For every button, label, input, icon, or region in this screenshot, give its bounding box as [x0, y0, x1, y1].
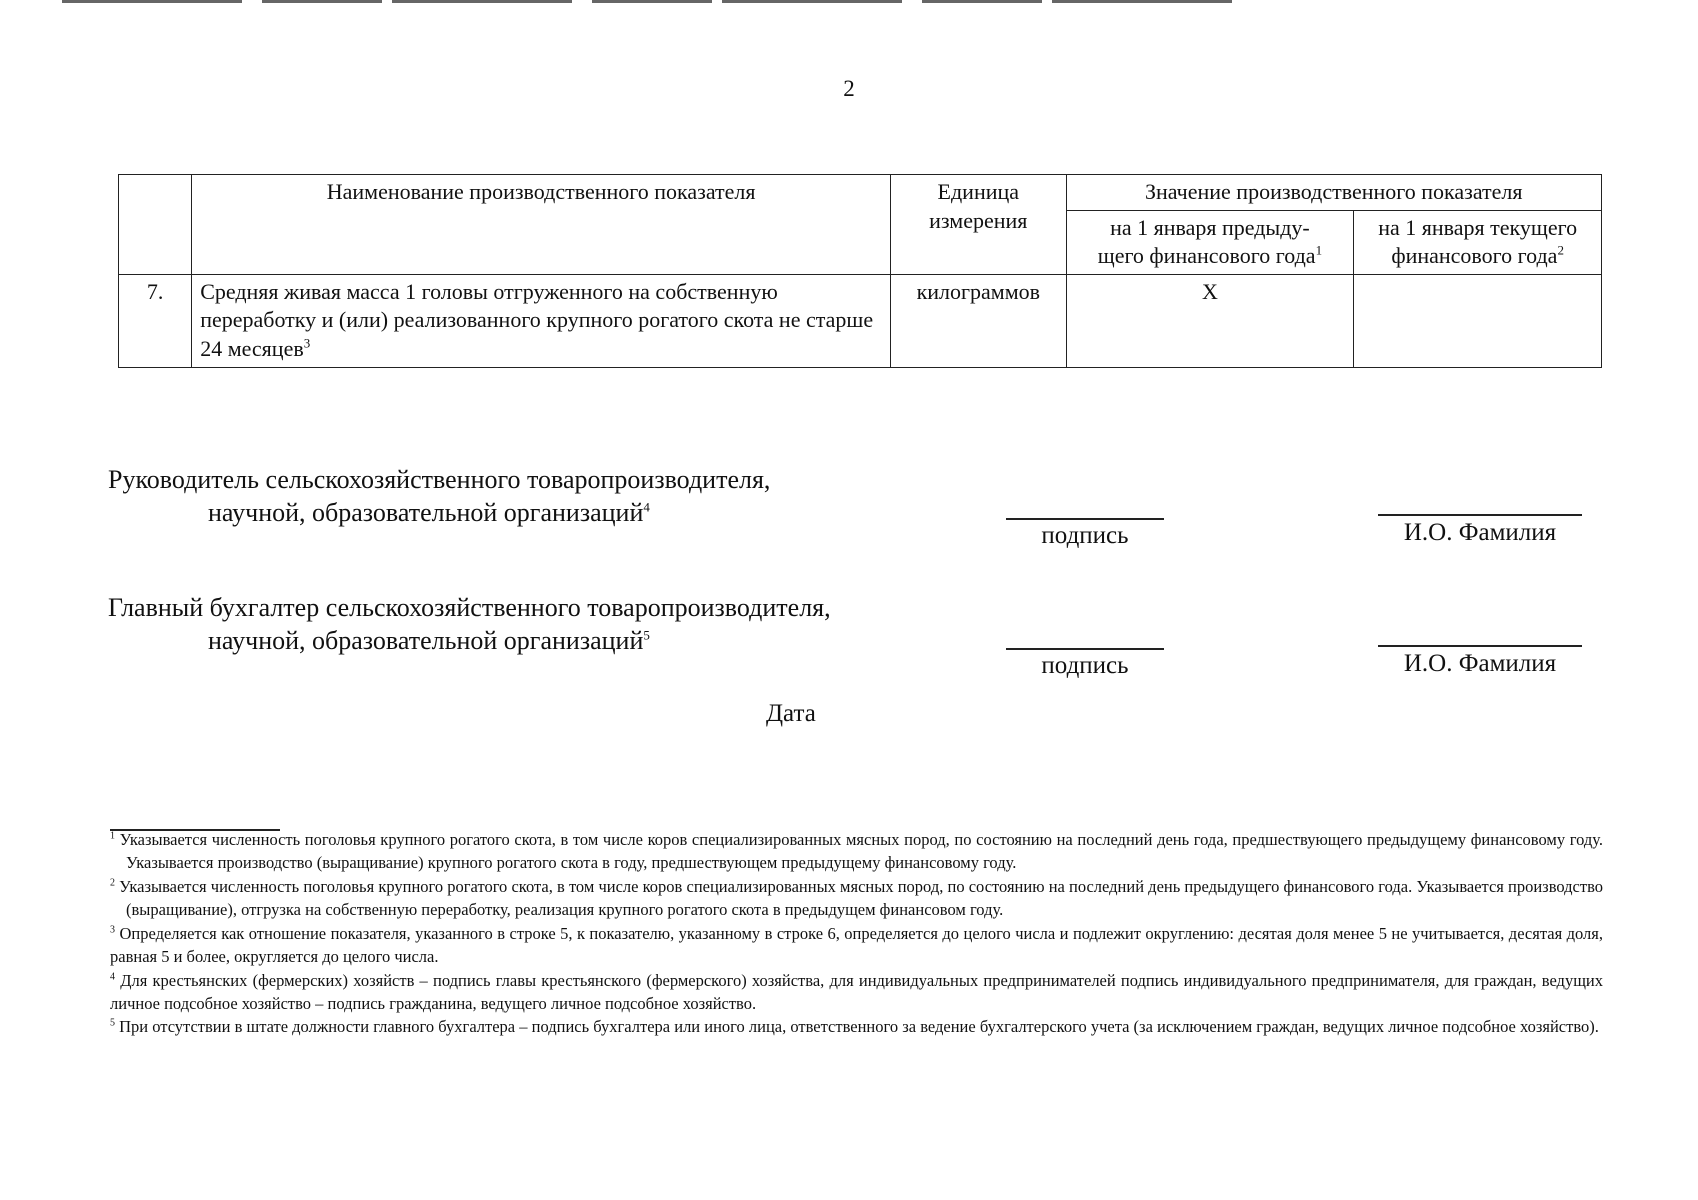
header-number-cell [119, 175, 192, 275]
date-label: Дата [766, 700, 816, 727]
head-title-line2: научной, образовательной организаций [208, 497, 644, 527]
footnote-1 [110, 828, 1603, 875]
accountant-name-line [1378, 645, 1582, 647]
head-name-caption: И.О. Фамилия [1403, 519, 1557, 546]
header-unit-line2: измерения [929, 207, 1028, 233]
header-cur-year-line2: финансового года [1391, 243, 1558, 269]
accountant-signature-line [1006, 648, 1164, 650]
header-cur-year-line1: на 1 января текущего [1378, 214, 1578, 240]
row-name-text: Средняя живая масса 1 головы отгруженного на собственную переработку и (или) реализованного крупного рогатого скота не старше 24 месяцев [200, 278, 874, 361]
footnote-4-mark: 4 [110, 971, 115, 983]
head-name-line [1378, 514, 1582, 516]
table-header-row [119, 175, 1602, 211]
head-title-line2-wrap [108, 497, 770, 530]
row-name-cell [192, 274, 891, 367]
header-unit-cell [891, 175, 1066, 275]
row-prev-value-cell: Х [1066, 274, 1354, 367]
footnote-5 [110, 1015, 1603, 1038]
accountant-title-line2: научной, образовательной организаций [208, 625, 644, 655]
footnote-2 [110, 875, 1603, 922]
footnote-1-mark: 1 [110, 830, 115, 842]
header-value-group-cell: Значение производственного показателя [1066, 175, 1601, 211]
footnote-4 [110, 969, 1603, 1016]
footnote-5-text: При отсутствии в штате должности главного бухгалтера – подпись бухгалтера или иного лица, ответственного за ведение бухгалтерского учета (за исключением граждан, ведущих личное подсобное хозяйство). [119, 1017, 1599, 1037]
accountant-title-line2-wrap [108, 625, 831, 658]
header-unit-line1: Единица [937, 179, 1020, 204]
header-name-cell: Наименование производственного показателя [192, 175, 891, 275]
footnote-5-mark: 5 [110, 1017, 115, 1029]
footnote-3 [110, 922, 1603, 969]
head-signature-line [1006, 518, 1164, 520]
footnote-1-text: Указывается численность поголовья крупного рогатого скота, в том числе коров специализированных мясных пород, по состоянию на последний день года, предшествующего предыдущему финансовому году. Указывается производство (выращивание) крупного рогатого скота в году, предшествующем предыдущему финансовому году. [119, 830, 1604, 873]
accountant-title-block [108, 592, 831, 657]
indicators-table [118, 174, 1602, 368]
footnote-ref-1: 1 [1315, 242, 1323, 258]
head-signature-caption: подпись [1041, 522, 1129, 549]
header-prev-year-line2: щего финансового года [1097, 243, 1316, 269]
row-number-cell: 7. [119, 274, 192, 367]
scan-artifact-top-line [62, 0, 1242, 3]
row-cur-value-cell [1354, 274, 1602, 367]
head-title-block [108, 464, 770, 529]
page-number: 2 [843, 76, 855, 101]
header-cur-year-cell [1354, 210, 1602, 274]
table-row [119, 274, 1602, 367]
accountant-signature-caption: подпись [1041, 652, 1129, 679]
footnote-ref-5: 5 [643, 626, 650, 642]
footnote-4-text: Для крестьянских (фермерских) хозяйств – подпись главы крестьянского (фермерского) хозяйства, для индивидуальных предпринимателей подпись индивидуального предпринимателя, для граждан, ведущих личное подсобное хозяйство – подпись гражданина, ведущего личное подсобное хозяйство. [110, 970, 1603, 1013]
footnote-3-mark: 3 [110, 924, 115, 936]
accountant-title-line1: Главный бухгалтер сельскохозяйственного товаропроизводителя, [108, 593, 831, 622]
row-unit-cell: килограммов [891, 274, 1066, 367]
footnote-ref-4: 4 [643, 498, 650, 514]
footnote-2-text: Указывается численность поголовья крупного рогатого скота, в том числе коров специализированных мясных пород, по состоянию на последний день предыдущего финансового года. Указывается производство (выращивание), отгрузка на собственную переработку, реализация крупного рогатого скота в предыдущем финансовом году. [119, 876, 1604, 920]
footnotes [110, 828, 1603, 1039]
footnote-ref-3: 3 [303, 335, 311, 351]
footnote-2-mark: 2 [110, 877, 115, 889]
footnote-ref-2: 2 [1557, 242, 1564, 258]
footnote-3-text: Определяется как отношение показателя, указанного в строке 5, к показателю, указанному в строке 6, определяется до целого числа и подлежит округлению: десятая доля менее 5 не учитывается, десятая доля, равная 5 и более, округляется до целого числа. [110, 923, 1604, 967]
header-prev-year-cell [1066, 210, 1354, 274]
accountant-name-caption: И.О. Фамилия [1403, 650, 1557, 677]
head-title-line1: Руководитель сельскохозяйственного товаропроизводителя, [108, 465, 771, 494]
header-prev-year-line1: на 1 января предыду- [1110, 214, 1310, 240]
